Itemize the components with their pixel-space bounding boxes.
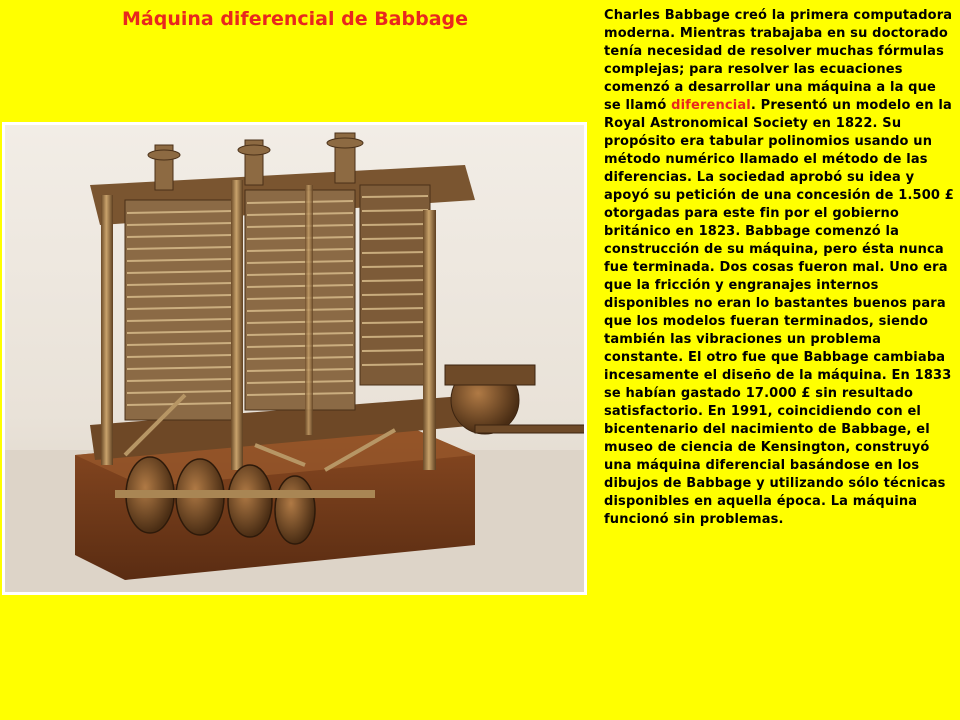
slide-title: Máquina diferencial de Babbage bbox=[121, 8, 469, 30]
article-text bbox=[604, 7, 954, 529]
engine-illustration bbox=[5, 125, 584, 592]
article-text-after: . Presentó un modelo en la Royal Astronomical Society en 1822. Su propósito era tabular polinomios usando un método numérico llamado el método de las diferencias. La sociedad aprobó su idea y apoyó su petición de una concesión de 1.500 £ otorgadas para este fin por el gobierno británico en 1823. Babbage comenzó la construcción de su máquina, pero ésta nunca fue terminada. Dos cosas fueron mal. Uno era que la fricción y engranajes internos disponibles no eran lo bastantes buenos para que los modelos fueran terminados, siendo también las vibraciones un problema constante. El otro fue que Babbage cambiaba incesamente el diseño de la máquina. En 1833 se habían gastado 17.000 £ sin resultado satisfactorio. En 1991, coincidiendo con el bicentenario del nacimiento de Babbage, el museo de ciencia de Kensington, construyó una máquina diferencial basándose en los dibujos de Babbage y utilizando sólo técnicas disponibles en aquella época. La máquina funcionó sin problemas. bbox=[604, 98, 954, 527]
article-text-before: Charles Babbage creó la primera computadora moderna. Mientras trabajaba en su doctorado tenía necesidad de resolver muchas fórmulas complejas; para resolver las ecuaciones comenzó a desarrollar una máquina a la que se llamó bbox=[604, 8, 953, 113]
engine-photo bbox=[2, 122, 587, 595]
article-highlight-word: diferencial bbox=[671, 98, 751, 113]
